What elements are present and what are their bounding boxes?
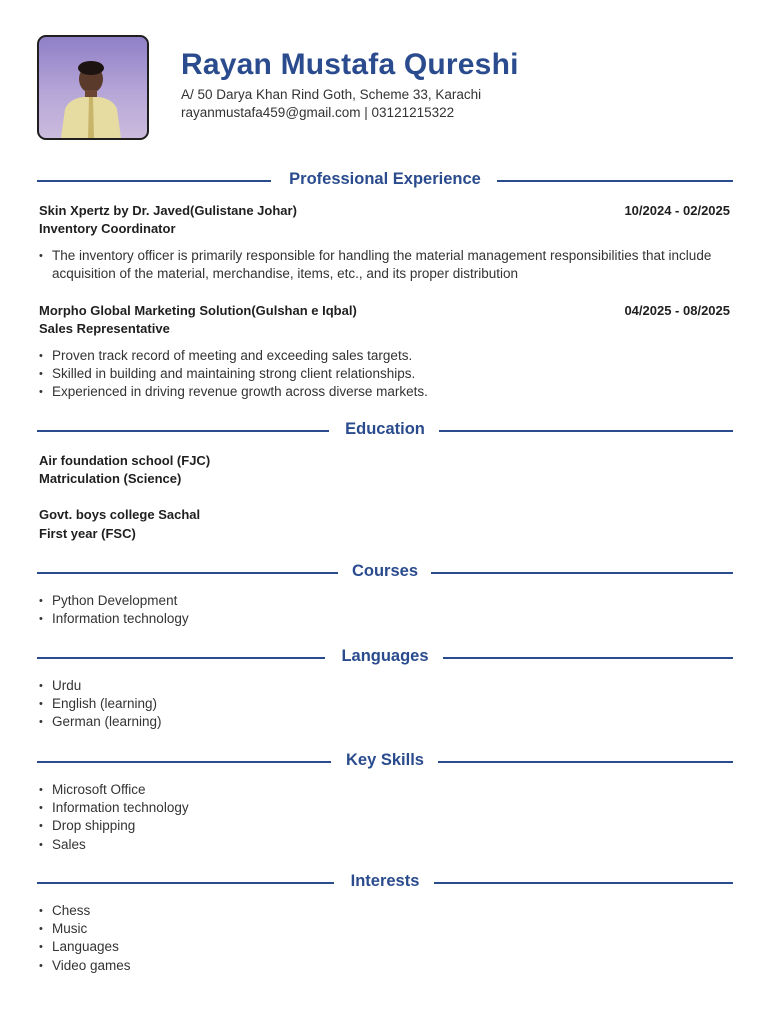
section-courses-header — [37, 562, 733, 584]
skills-list — [39, 781, 189, 854]
list-item: • Python Development — [39, 592, 189, 610]
degree: First year (FSC) — [39, 526, 136, 541]
section-title: Education — [345, 420, 425, 438]
list-item: • Skilled in building and maintaining strong client relationships. — [39, 365, 729, 383]
degree: Matriculation (Science) — [39, 471, 182, 486]
list-item: • The inventory officer is primarily responsible for handling the material management responsibilities that include acquisition of the material, merchandise, items, etc., and its proper distribution — [39, 247, 729, 283]
list-item: • Video games — [39, 957, 131, 975]
section-title: Interests — [350, 872, 420, 890]
address: A/ 50 Darya Khan Rind Goth, Scheme 33, Karachi — [181, 87, 482, 102]
job-bullets — [39, 247, 729, 283]
list-item: • Drop shipping — [39, 817, 189, 835]
list-item: • Urdu — [39, 677, 162, 695]
job-company: Skin Xpertz by Dr. Javed(Gulistane Johar) — [39, 203, 297, 218]
section-title: Professional Experience — [289, 170, 481, 188]
candidate-name: Rayan Mustafa Qureshi — [181, 48, 519, 81]
section-interests-header — [37, 872, 733, 894]
courses-list — [39, 592, 189, 628]
section-title: Courses — [351, 562, 419, 580]
section-education-header — [37, 420, 733, 442]
section-title: Key Skills — [346, 751, 424, 769]
job-dates: 10/2024 - 02/2025 — [624, 203, 730, 218]
job-bullets — [39, 347, 729, 402]
list-item: • Information technology — [39, 799, 189, 817]
section-experience-header — [37, 170, 733, 192]
profile-photo — [37, 35, 149, 140]
school-name: Air foundation school (FJC) — [39, 453, 211, 468]
school-name: Govt. boys college Sachal — [39, 507, 201, 522]
person-silhouette-icon — [39, 37, 147, 138]
list-item: • Proven track record of meeting and exceeding sales targets. — [39, 347, 729, 365]
job-role: Sales Representative — [39, 321, 170, 336]
list-item: • Experienced in driving revenue growth across diverse markets. — [39, 383, 729, 401]
section-languages-header — [37, 647, 733, 669]
list-item: • Sales — [39, 836, 189, 854]
list-item: • Music — [39, 920, 131, 938]
job-company: Morpho Global Marketing Solution(Gulshan e Iqbal) — [39, 303, 357, 318]
job-dates: 04/2025 - 08/2025 — [624, 303, 730, 318]
list-item: • German (learning) — [39, 713, 162, 731]
interests-list — [39, 902, 131, 975]
list-item: • Microsoft Office — [39, 781, 189, 799]
section-skills-header — [37, 751, 733, 773]
list-item: • Languages — [39, 938, 131, 956]
job-role: Inventory Coordinator — [39, 221, 176, 236]
email-phone: rayanmustafa459@gmail.com | 03121215322 — [181, 105, 455, 120]
list-item: • Information technology — [39, 610, 189, 628]
list-item: • English (learning) — [39, 695, 162, 713]
section-title: Languages — [341, 647, 429, 665]
list-item: • Chess — [39, 902, 131, 920]
languages-list — [39, 677, 162, 732]
